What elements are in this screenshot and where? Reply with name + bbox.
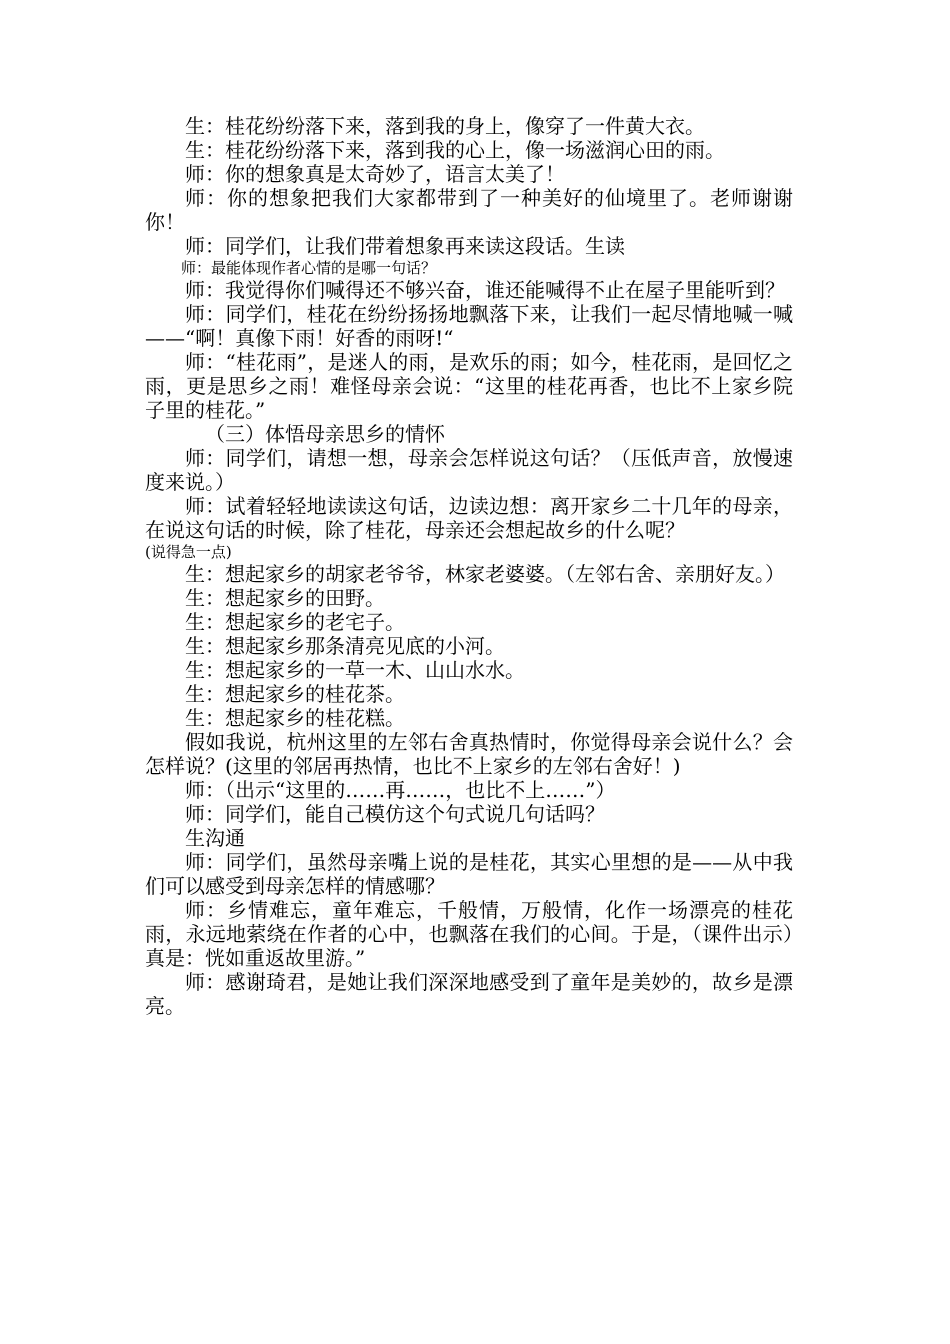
paragraph: 生：想起家乡的胡家老爷爷，林家老婆婆。（左邻右舍、亲朋好友。） <box>185 562 785 586</box>
paragraph: 生：想起家乡的老宅子。 <box>185 610 405 634</box>
paragraph: 师：你的想象真是太奇妙了，语言太美了！ <box>185 162 565 186</box>
paragraph: 师：“桂花雨”，是迷人的雨，是欢乐的雨；如今，桂花雨，是回忆之雨，更是思乡之雨！难怪母亲会说：“这里的桂花再香，也比不上家乡院子里的桂花。” <box>145 350 793 422</box>
paragraph: 师：（出示“这里的……再……，也比不上……”） <box>185 778 616 802</box>
paragraph: 生：想起家乡的桂花茶。 <box>185 682 405 706</box>
paragraph: 生：想起家乡的桂花糕。 <box>185 706 405 730</box>
paragraph: 生：想起家乡那条清亮见底的小河。 <box>185 634 505 658</box>
paragraph: 生：想起家乡的田野。 <box>185 586 385 610</box>
paragraph: 假如我说，杭州这里的左邻右舍真热情时，你觉得母亲会说什么？会怎样说？(这里的邻居再热情，也比不上家乡的左邻右舍好！) <box>145 730 793 778</box>
paragraph: 生：想起家乡的一草一木、山山水水。 <box>185 658 525 682</box>
section-heading: （三）体悟母亲思乡的情怀 <box>205 422 445 446</box>
paragraph: 师：同学们，请想一想，母亲会怎样说这句话？（压低声音，放慢速度来说。） <box>145 446 793 494</box>
paragraph: 师：试着轻轻地读读这句话，边读边想：离开家乡二十几年的母亲，在说这句话的时候，除了桂花，母亲还会想起故乡的什么呢？ <box>145 494 793 542</box>
teacher-note: 师：最能体现作者心情的是哪一句话？ <box>181 259 437 277</box>
paragraph: 师：你的想象把我们大家都带到了一种美好的仙境里了。老师谢谢你！ <box>145 186 793 234</box>
paragraph: 师：乡情难忘，童年难忘，千般情，万般情，化作一场漂亮的桂花雨，永远地萦绕在作者的心中，也飘落在我们的心间。于是，（课件出示）真是：恍如重返故里游。” <box>145 898 793 970</box>
stage-direction: (说得急一点) <box>145 543 232 561</box>
paragraph: 生：桂花纷纷落下来，落到我的心上，像一场滋润心田的雨。 <box>185 138 725 162</box>
paragraph: 师：同学们，让我们带着想象再来读这段话。生读 <box>185 234 625 258</box>
lesson-transcript <box>145 114 793 1018</box>
paragraph: 师：同学们，能自己模仿这个句式说几句话吗？ <box>185 802 605 826</box>
paragraph: 生：桂花纷纷落下来，落到我的身上，像穿了一件黄大衣。 <box>185 114 705 138</box>
paragraph: 师：同学们，桂花在纷纷扬扬地飘落下来，让我们一起尽情地喊一喊——“啊！真像下雨！好香的雨呀!“ <box>145 302 793 350</box>
paragraph: 生沟通 <box>185 826 245 850</box>
paragraph: 师：我觉得你们喊得还不够兴奋，谁还能喊得不止在屋子里能听到？ <box>185 278 785 302</box>
paragraph: 师：同学们，虽然母亲嘴上说的是桂花，其实心里想的是——从中我们可以感受到母亲怎样的情感哪？ <box>145 850 793 898</box>
paragraph: 师：感谢琦君，是她让我们深深地感受到了童年是美妙的，故乡是漂亮。 <box>145 970 793 1018</box>
